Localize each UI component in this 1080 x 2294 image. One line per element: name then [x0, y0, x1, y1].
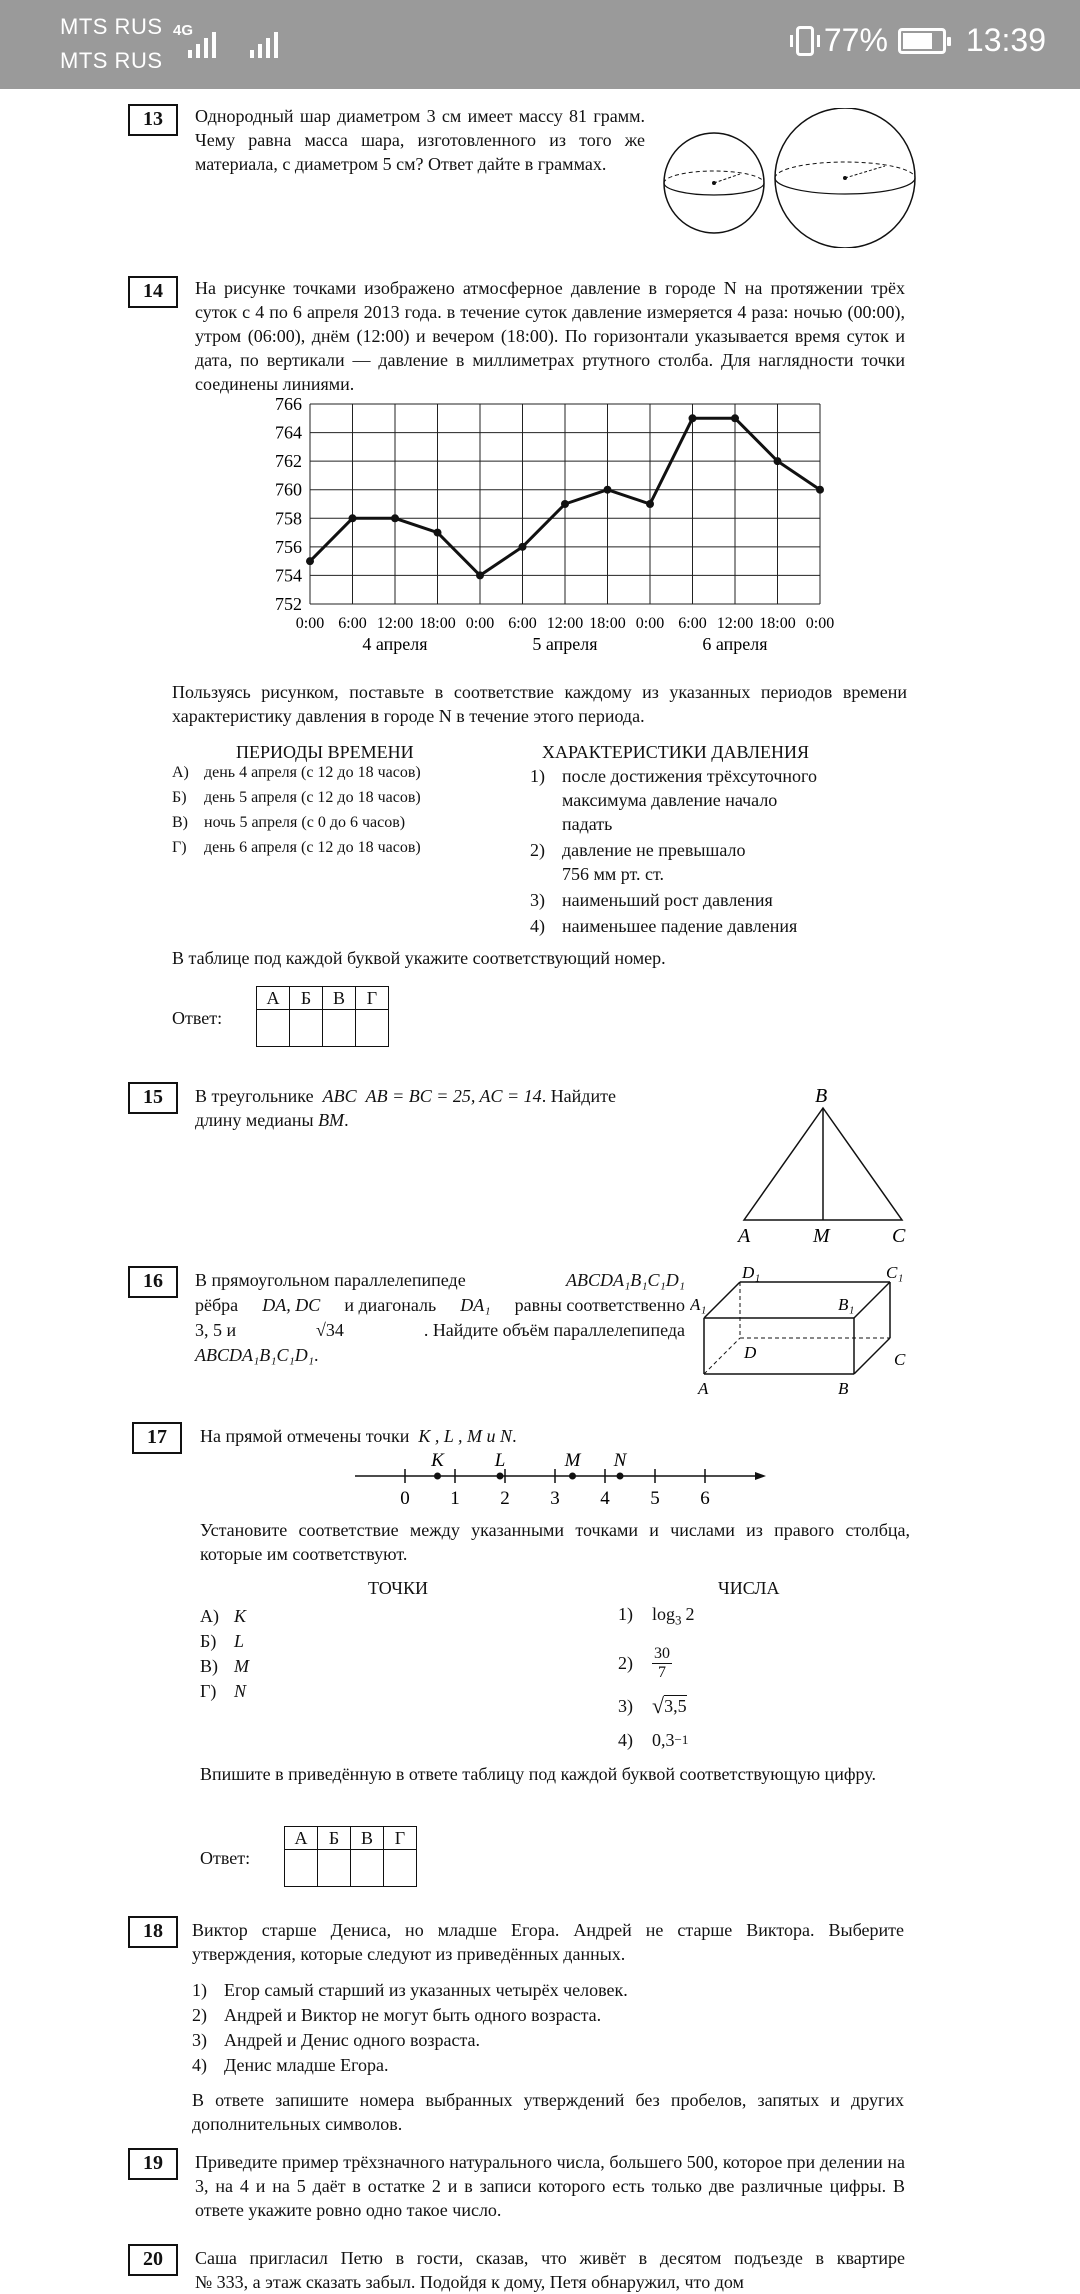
answer-cell[interactable] — [290, 1010, 323, 1047]
q17-instruction: Установите соответствие между указанными точками и числами из правого столбца, которые им соответствуют. — [200, 1520, 910, 1564]
number-line — [350, 1448, 770, 1508]
spheres-figure — [660, 108, 920, 248]
vertex-d1-label: D₁ — [742, 1263, 761, 1282]
q19-text: Приведите пример трёхзначного натурального числа, большего 500, которое при делении на 3, на 4 и на 5 даёт в остатке 2 и в записи которого есть только две различные цифры. В ответе укажите ровно одно такое число. — [195, 2152, 905, 2220]
carrier-2: MTS RUS — [60, 48, 163, 73]
q17-text: На прямой отмечены точки K , L , M и N. — [200, 1426, 517, 1446]
question-number-15: 15 — [128, 1082, 178, 1114]
characteristic-item: 2) давление не превышало 756 мм рт. ст. — [530, 840, 746, 884]
y-tick-label: 758 — [275, 508, 302, 529]
q18-text: Виктор старше Дениса, но младше Егора. Андрей не старше Виктора. Выберите утверждения, которые следуют из приведённых данных. — [192, 1920, 904, 1964]
numbers-list — [618, 1604, 695, 1756]
x-tick-label: 6:00 — [508, 615, 537, 632]
points-list — [200, 1604, 249, 1704]
data-point — [774, 457, 782, 465]
point-item: В) M — [200, 1656, 249, 1676]
characteristics-list — [530, 764, 817, 938]
axis-point-label: N — [613, 1450, 627, 1471]
x-tick-label: 12:00 — [716, 615, 754, 632]
period-item: Г) день 6 апреля (с 12 до 18 часов) — [172, 839, 421, 856]
answer-letter: Б — [318, 1827, 351, 1850]
point-item: Б) L — [200, 1631, 245, 1651]
axis-point-label: K — [431, 1450, 444, 1471]
q16-text: В прямоугольном параллелепипеде ABCDA₁B₁C₁D₁ рёбра DA, DC и диагональ DA₁ равны соответственно 3, 5 и √34 . Найдите объём параллелепипеда ABCDA₁B₁C₁D₁. — [195, 1270, 685, 1365]
point-item: А) K — [200, 1606, 247, 1626]
answer-cell[interactable] — [356, 1010, 389, 1047]
x-group-label: 5 апреля — [532, 634, 598, 654]
answer-cell[interactable] — [351, 1850, 384, 1887]
numbers-title: ЧИСЛА — [718, 1578, 780, 1598]
x-tick-label: 0:00 — [465, 615, 495, 632]
vertex-a-label: A — [698, 1379, 709, 1398]
answer-cell[interactable] — [323, 1010, 356, 1047]
battery-icon — [898, 28, 946, 54]
answer-letter: Б — [290, 987, 323, 1010]
q17-table-instruction: Впишите в приведённую в ответе таблицу под каждой буквой соответствующую цифру. — [200, 1764, 876, 1784]
point-a-label: A — [738, 1225, 751, 1247]
point-c-label: C — [892, 1225, 906, 1247]
number-item: 4) 0,3 −1 — [618, 1729, 689, 1750]
statement-item: 3) Андрей и Денис одного возраста. — [192, 2030, 481, 2050]
question-number-17: 17 — [132, 1422, 182, 1454]
data-point — [349, 514, 357, 522]
q14-text: На рисунке точками изображено атмосферное давление в городе N на протяжении трёх суток с 4 по 6 апреля 2013 года. в течение суток давление измеряется 4 раза: ночью (00:00), утром (06:00), днём (12:00) и вечером (18:00). По горизонтали указывается время суток и дата, по вертикали — давление в миллиметрах ртутного столба. Для наглядности точки соединены линиями. — [195, 278, 905, 394]
vertex-c1-label: C₁ — [886, 1263, 904, 1282]
y-tick-label: 754 — [275, 565, 302, 586]
answer-letter: Г — [384, 1827, 417, 1850]
axis-tick-label: 2 — [500, 1488, 510, 1508]
vertex-b1-label: B₁ — [838, 1295, 855, 1314]
point-item: Г) N — [200, 1681, 247, 1701]
data-point — [689, 414, 697, 422]
vertex-d-label: D — [744, 1343, 757, 1362]
data-point — [434, 529, 442, 537]
characteristic-item: 1) после достижения трёхсуточного максимума давление начало падать — [530, 766, 817, 834]
status-bar — [0, 0, 1080, 89]
carrier-1: MTS RUS — [60, 14, 163, 39]
question-number-14: 14 — [128, 276, 178, 308]
vibrate-icon — [796, 26, 814, 56]
x-tick-label: 6:00 — [338, 615, 367, 632]
axis-point-label: L — [494, 1450, 506, 1471]
parallelepiped-figure — [690, 1262, 920, 1402]
x-group-label: 6 апреля — [702, 634, 768, 654]
statement-item: 2) Андрей и Виктор не могут быть одного возраста. — [192, 2005, 602, 2025]
signal-icon-2 — [250, 28, 278, 58]
characteristic-item: 4) наименьшее падение давления — [530, 916, 798, 936]
q17-answer-table[interactable] — [284, 1826, 417, 1887]
x-tick-label: 6:00 — [678, 615, 707, 632]
vertex-c-label: C — [894, 1350, 906, 1369]
answer-cell[interactable] — [257, 1010, 290, 1047]
data-point — [604, 486, 612, 494]
q14-table-instruction: В таблице под каждой буквой укажите соответствующий номер. — [172, 948, 666, 968]
y-tick-label: 756 — [275, 536, 302, 557]
axis-point — [617, 1473, 624, 1480]
q20-text: Саша пригласил Петю в гости, сказав, что живёт в десятом подъезде в квартире № 333, а этаж сказать забыл. Подойдя к дому, Петя обнаружил, что дом — [195, 2248, 905, 2292]
question-number-13: 13 — [128, 104, 178, 136]
x-tick-label: 12:00 — [546, 615, 584, 632]
axis-tick-label: 5 — [650, 1488, 660, 1508]
answer-cell[interactable] — [384, 1850, 417, 1887]
answer-cell[interactable] — [318, 1850, 351, 1887]
data-point — [391, 514, 399, 522]
x-tick-label: 0:00 — [805, 615, 835, 632]
x-tick-label: 12:00 — [376, 615, 414, 632]
answer-letter: А — [257, 987, 290, 1010]
data-point — [519, 543, 527, 551]
axis-point — [434, 1473, 441, 1480]
q14-answer-label: Ответ: — [172, 1008, 223, 1028]
points-title: ТОЧКИ — [368, 1578, 429, 1598]
y-tick-label: 760 — [275, 479, 302, 500]
triangle-figure — [730, 1080, 920, 1250]
question-number-19: 19 — [128, 2148, 178, 2180]
period-item: А) день 4 апреля (с 12 до 18 часов) — [172, 764, 421, 781]
question-number-20: 20 — [128, 2244, 178, 2276]
answer-letter: В — [323, 987, 356, 1010]
number-item: 1) $\log_3 2$ — [618, 1604, 695, 1628]
axis-point-label: M — [564, 1450, 581, 1471]
clock: 13:39 — [965, 22, 1046, 58]
x-tick-label: 0:00 — [635, 615, 665, 632]
y-tick-label: 766 — [275, 394, 302, 414]
x-group-label: 4 апреля — [362, 634, 428, 654]
statement-item: 1) Егор самый старший из указанных четырёх человек. — [192, 1980, 628, 2000]
axis-tick-label: 0 — [400, 1488, 410, 1508]
question-number-18: 18 — [128, 1916, 178, 1948]
characteristic-item: 3) наименьший рост давления — [530, 890, 773, 910]
period-item: Б) день 5 апреля (с 12 до 18 часов) — [172, 789, 421, 806]
number-item: 3) √ 3,5 — [618, 1693, 687, 1718]
characteristics-title: ХАРАКТЕРИСТИКИ ДАВЛЕНИЯ — [542, 742, 810, 762]
y-tick-label: 752 — [275, 594, 302, 614]
q14-answer-table[interactable] — [256, 986, 389, 1047]
answer-letter: В — [351, 1827, 384, 1850]
question-number-16: 16 — [128, 1266, 178, 1298]
answer-letter: А — [285, 1827, 318, 1850]
axis-tick-label: 4 — [600, 1488, 610, 1508]
pressure-chart — [250, 394, 850, 664]
axis-point — [569, 1473, 576, 1480]
q14-instruction: Пользуясь рисунком, поставьте в соответствие каждому из указанных периодов времени характеристику давления в городе N в течение этого периода. — [172, 682, 907, 726]
x-tick-label: 18:00 — [589, 615, 626, 632]
axis-tick-label: 6 — [700, 1488, 710, 1508]
period-item: В) ночь 5 апреля (с 0 до 6 часов) — [172, 814, 406, 831]
number-item: 2) 30 7 — [618, 1644, 670, 1681]
y-tick-label: 764 — [275, 422, 302, 443]
vertex-b-label: B — [838, 1379, 849, 1398]
data-point — [306, 557, 314, 565]
q15-text: В треугольнике ABC AB = BC = 25, AC = 14. Найдите длину медианы BM. — [195, 1086, 616, 1130]
answer-cell[interactable] — [285, 1850, 318, 1887]
point-b-label: B — [815, 1085, 828, 1107]
signal-icon-1 — [188, 28, 216, 58]
battery-percent: 77% — [823, 22, 888, 58]
data-point — [646, 500, 654, 508]
y-tick-label: 762 — [275, 451, 302, 472]
periods-title: ПЕРИОДЫ ВРЕМЕНИ — [236, 742, 414, 762]
x-tick-label: 18:00 — [759, 615, 796, 632]
axis-tick-label: 3 — [550, 1488, 560, 1508]
vertex-a1-label: A₁ — [690, 1295, 707, 1314]
axis-tick-label: 1 — [450, 1488, 460, 1508]
x-tick-label: 18:00 — [419, 615, 456, 632]
periods-list — [172, 764, 421, 864]
q18-footer: В ответе запишите номера выбранных утверждений без пробелов, запятых и других дополнительных символов. — [192, 2090, 904, 2134]
point-m-label: M — [813, 1225, 830, 1247]
axis-point — [497, 1473, 504, 1480]
statement-item: 4) Денис младше Егора. — [192, 2055, 389, 2075]
q18-list — [192, 1978, 628, 2078]
data-point — [816, 486, 824, 494]
data-point — [561, 500, 569, 508]
data-point — [476, 571, 484, 579]
q17-answer-label: Ответ: — [200, 1848, 251, 1868]
answer-letter: Г — [356, 987, 389, 1010]
q13-text: Однородный шар диаметром 3 см имеет массу 81 грамм. Чему равна масса шара, изготовленного из того же материала, с диаметром 5 см? Ответ дайте в граммах. — [195, 106, 645, 174]
x-tick-label: 0:00 — [295, 615, 325, 632]
network-type: 4G — [173, 22, 194, 39]
data-point — [731, 414, 739, 422]
